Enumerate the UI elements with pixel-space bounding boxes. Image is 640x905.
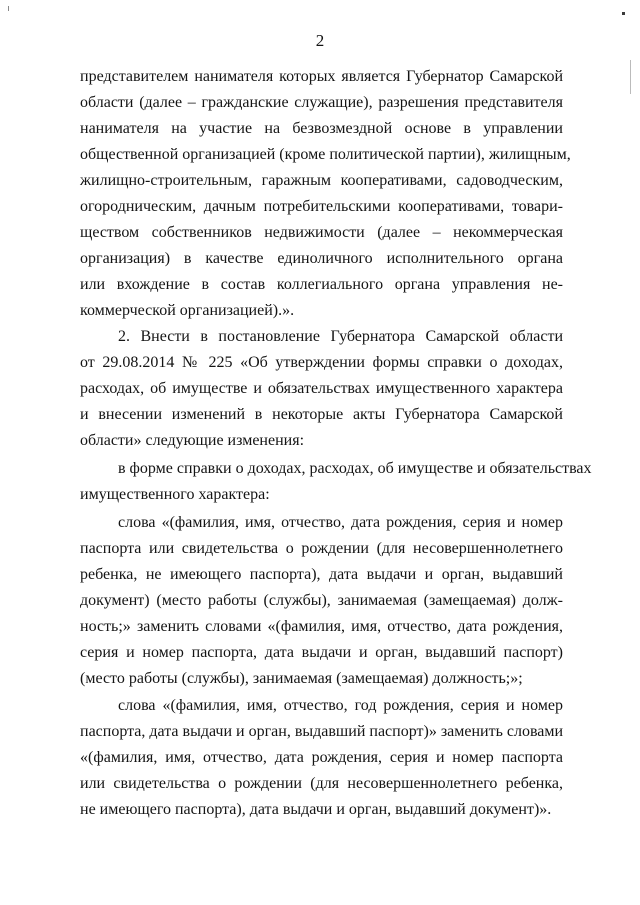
paragraph-continuation [80, 64, 571, 324]
text-line: имущественного характера: [80, 486, 270, 503]
scan-artifact-mark [630, 60, 631, 94]
text-line: ность;» заменить словами «(фамилия, имя, отчество, дата рождения, [80, 618, 563, 635]
text-line: коммерческой организацией).». [80, 302, 295, 319]
text-line: «(фамилия, имя, отчество, дата рождения, серия и номер паспорта [80, 749, 563, 766]
text-line: документ) (место работы (службы), занимаемая (замещаемая) долж- [80, 592, 563, 609]
paragraph-replacement-1 [80, 510, 563, 692]
text-line: в форме справки о доходах, расходах, об имуществе и обязательствах [118, 460, 592, 477]
text-line: ществом собственников недвижимости (далее – некоммерческая [80, 224, 563, 241]
page-number: 2 [315, 31, 325, 50]
text-line: области» следующие изменения: [80, 432, 305, 449]
text-line: или свидетельства о рождении (для несовершеннолетнего ребенка, [80, 775, 563, 792]
text-line: слова «(фамилия, имя, отчество, дата рождения, серия и номер [118, 514, 563, 531]
text-line: области (далее – гражданские служащие), разрешения представителя [80, 94, 563, 111]
text-line: (место работы (службы), занимаемая (замещаемая) должность;»; [80, 670, 523, 687]
paragraph-form-intro [80, 456, 592, 508]
paragraph-item-2 [80, 324, 563, 454]
text-line: и внесении изменений в некоторые акты Губернатора Самарской [80, 406, 563, 423]
text-line: или вхождение в состав коллегиального органа управления не- [80, 276, 563, 293]
paragraph-replacement-2 [80, 693, 563, 823]
scan-artifact-mark [8, 6, 9, 11]
text-line: общественной организацией (кроме политической партии), жилищным, [80, 146, 571, 163]
text-line: нанимателя на участие на безвозмездной основе в управлении [80, 120, 563, 137]
text-line: слова «(фамилия, имя, отчество, год рождения, серия и номер [118, 697, 563, 714]
text-line: паспорта, дата выдачи и орган, выдавший паспорт)» заменить словами [80, 723, 564, 740]
text-line: представителем нанимателя которых является Губернатор Самарской [80, 68, 563, 85]
text-line: огородническим, дачным потребительскими кооперативами, товари- [80, 198, 563, 215]
text-line: не имеющего паспорта), дата выдачи и орган, выдавший документ)». [80, 801, 552, 818]
text-line: паспорта или свидетельства о рождении (для несовершеннолетнего [80, 540, 563, 557]
scan-artifact-mark [622, 12, 625, 15]
text-line: расходах, об имуществе и обязательствах имущественного характера [80, 380, 563, 397]
text-line: серия и номер паспорта, дата выдачи и орган, выдавший паспорт) [80, 644, 563, 661]
text-line: организация) в качестве единоличного исполнительного органа [80, 250, 563, 267]
text-line: ребенка, не имеющего паспорта), дата выдачи и орган, выдавший [80, 566, 563, 583]
text-line: жилищно-строительным, гаражным кооперативами, садоводческим, [80, 172, 563, 189]
text-line: 2. Внести в постановление Губернатора Самарской области [118, 328, 563, 345]
text-line: от 29.08.2014 № 225 «Об утверждении формы справки о доходах, [80, 354, 563, 371]
